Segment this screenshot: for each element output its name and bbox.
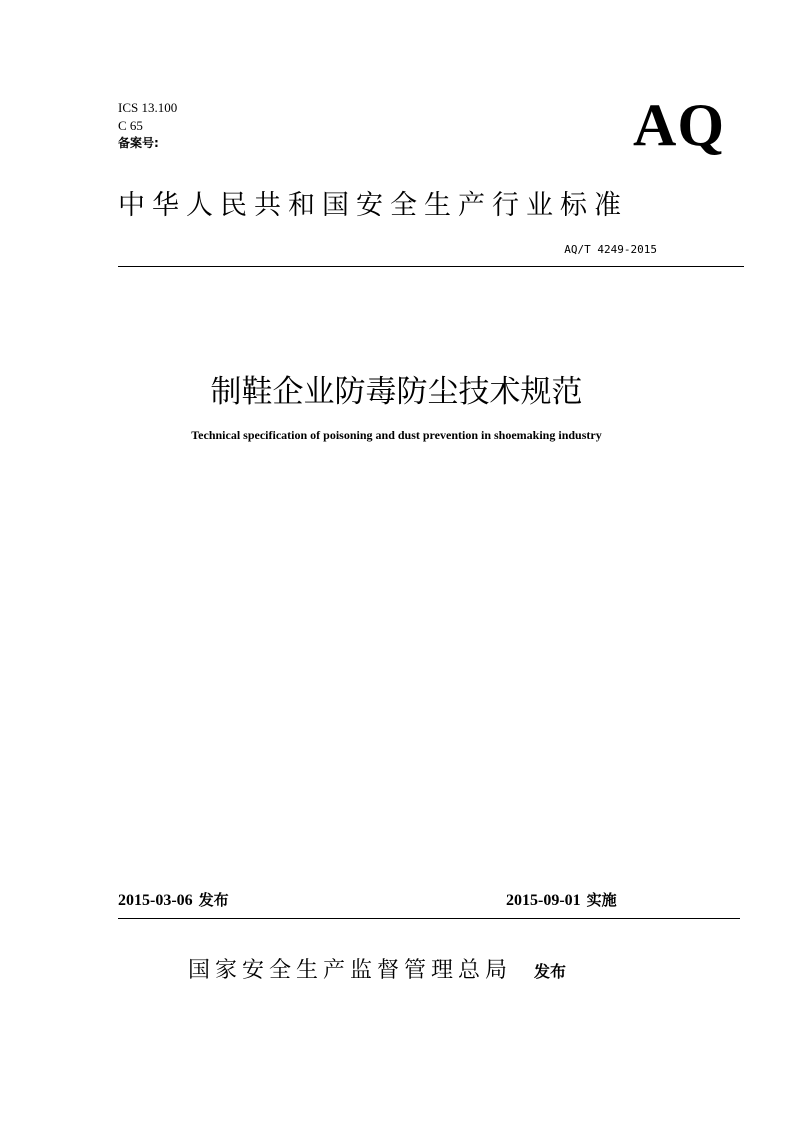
document-title-chinese: 制鞋企业防毒防尘技术规范 [210,374,583,410]
header-divider [118,266,744,267]
footer-divider [118,918,740,919]
issuer-label: 发布 [534,962,567,981]
issuer-block [188,953,566,984]
issue-label: 发布 [198,891,229,909]
classification-block [118,99,177,153]
issue-date-block [118,889,229,910]
ccs-number: C 65 [118,118,143,133]
standard-category: 中华人民共和国安全生产行业标准 [118,190,628,221]
standard-code: AQ/T 4249-2015 [564,243,657,256]
standard-logo: AQ [633,92,725,158]
record-number-label: 备案号: [118,136,159,150]
issuer-organization: 国家安全生产监督管理总局 [188,958,513,983]
effective-date: 2015-09-01 [506,892,581,909]
document-title-english: Technical specification of poisoning and dust prevention in shoemaking industry [191,428,602,442]
issue-date: 2015-03-06 [118,892,193,909]
effective-date-block [506,889,617,910]
ics-number: ICS 13.100 [118,100,178,115]
effective-label: 实施 [586,891,617,909]
